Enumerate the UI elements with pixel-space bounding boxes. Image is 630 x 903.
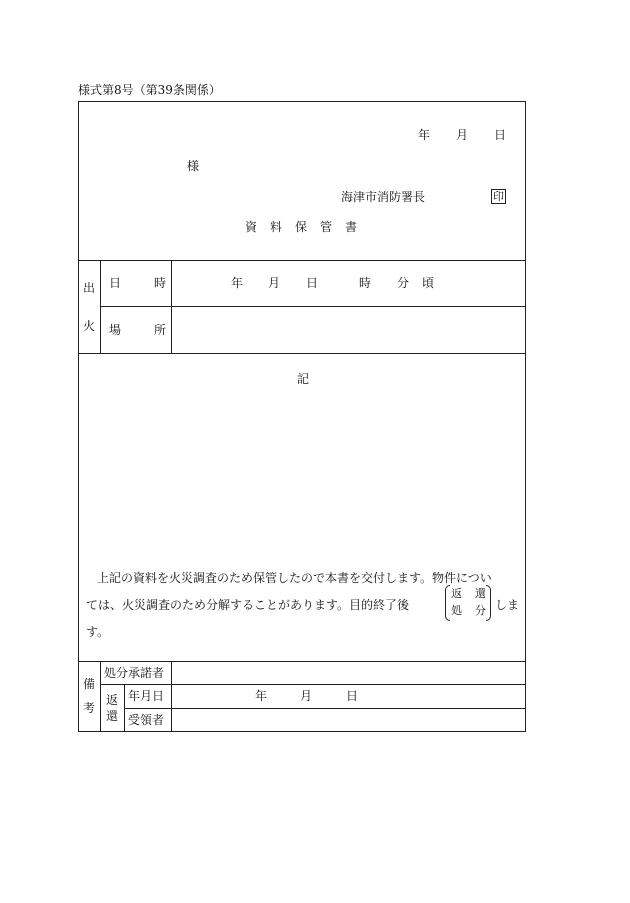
divider-return-group (124, 684, 125, 732)
receiver-label: 受領者 (128, 713, 165, 727)
fire-day-unit: 日 (306, 276, 319, 290)
return-year-unit: 年 (255, 689, 268, 703)
option-dispose-char-2: 分 (475, 604, 486, 617)
return-label-char-2: 還 (106, 709, 119, 723)
fire-group-char-1: 出 (83, 281, 96, 295)
disposal-approver-label: 処分承諾者 (104, 666, 165, 680)
option-dispose-char-1: 処 (451, 604, 462, 617)
form-frame (78, 101, 526, 732)
return-label-char-1: 返 (106, 693, 119, 707)
return-date-label: 年月日 (128, 689, 165, 703)
divider-fire-bottom (78, 353, 526, 354)
fire-month-unit: 月 (268, 276, 281, 290)
option-brace-left (445, 585, 450, 621)
datetime-label-char-2: 時 (154, 276, 167, 290)
record-heading: 記 (297, 372, 310, 386)
divider-header-bottom (78, 260, 526, 261)
datetime-label-char-1: 日 (109, 276, 122, 290)
divider-remarks-row2 (124, 708, 526, 709)
statement-line-3: す。 (86, 625, 110, 639)
fire-group-char-2: 火 (83, 319, 96, 333)
title-char-2: 料 (270, 220, 283, 234)
divider-fire-labels (171, 260, 172, 353)
option-return-char-1: 返 (451, 587, 462, 600)
divider-fire-group (100, 260, 101, 353)
remarks-label-char-1: 備 (83, 677, 96, 691)
fire-approx-unit: 頃 (422, 276, 435, 290)
return-month-unit: 月 (300, 689, 313, 703)
header-month: 月 (456, 128, 469, 142)
header-year: 年 (418, 128, 431, 142)
title-char-5: 書 (345, 220, 358, 234)
fire-hour-unit: 時 (359, 276, 372, 290)
issuer-name: 海津市消防署長 (341, 190, 426, 204)
divider-remarks-row1 (100, 684, 526, 685)
place-label-char-1: 場 (109, 323, 122, 337)
divider-remarks-top (78, 661, 526, 662)
statement-line-1: 上記の資料を火災調査のため保管したので本書を交付します。物件につい (97, 571, 492, 585)
place-label-char-2: 所 (154, 323, 167, 337)
title-char-1: 資 (245, 220, 258, 234)
divider-remarks-labels (171, 661, 172, 732)
divider-fire-middle (100, 306, 526, 307)
option-brace-right (486, 585, 491, 621)
seal-mark: 印 (493, 190, 504, 203)
fire-year-unit: 年 (231, 276, 244, 290)
fire-minute-unit: 分 (397, 276, 410, 290)
option-return-char-2: 還 (475, 587, 486, 600)
statement-line-2-prefix: ては、火災調査のため分解することがあります。目的終了後 (86, 598, 410, 612)
return-day-unit: 日 (346, 689, 359, 703)
title-char-4: 管 (320, 220, 333, 234)
divider-remarks-group (100, 661, 101, 732)
title-char-3: 保 (295, 220, 308, 234)
form-number: 様式第8号（第39条関係） (78, 83, 221, 97)
addressee-suffix: 様 (187, 159, 200, 173)
statement-line-2-suffix: しま (495, 598, 520, 612)
header-day: 日 (494, 128, 507, 142)
remarks-label-char-2: 考 (83, 701, 96, 715)
